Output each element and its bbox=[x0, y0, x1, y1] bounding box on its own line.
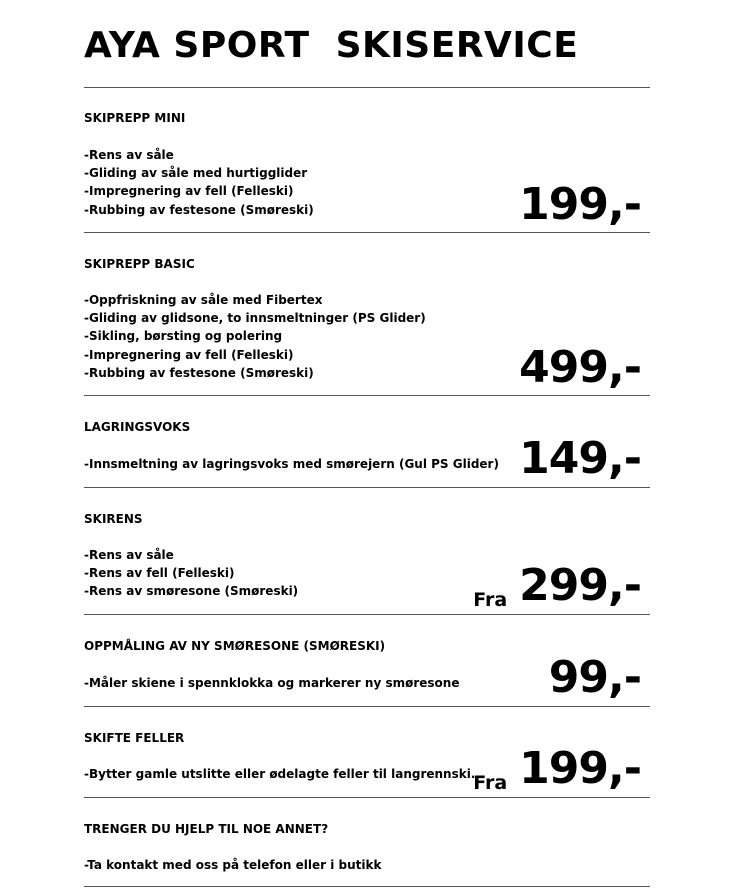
divider bbox=[84, 614, 650, 615]
page-title: AYA SPORT SKISERVICE bbox=[84, 25, 579, 66]
divider bbox=[84, 487, 650, 488]
divider bbox=[84, 706, 650, 707]
list-item: -Rens av fell (Felleski) bbox=[84, 566, 235, 581]
divider bbox=[84, 797, 650, 798]
section-heading-skiprepp-basic: SKIPREPP BASIC bbox=[84, 257, 195, 271]
price-oppmaling: 99,- bbox=[548, 652, 641, 703]
list-item: -Impregnering av fell (Felleski) bbox=[84, 347, 294, 362]
list-item: -Oppfriskning av såle med Fibertex bbox=[84, 293, 323, 307]
divider bbox=[84, 395, 650, 396]
divider bbox=[84, 886, 650, 887]
price-skiprepp-basic: 499,- bbox=[519, 342, 641, 393]
section-items-trenger-hjelp bbox=[84, 856, 381, 874]
price-skirens bbox=[473, 561, 641, 625]
section-heading-trenger-hjelp: TRENGER DU HJELP TIL NOE ANNET? bbox=[84, 822, 329, 836]
list-item: -Rubbing av festesone (Smøreski) bbox=[84, 202, 314, 217]
section-heading-lagringsvoks: LAGRINGSVOKS bbox=[84, 420, 191, 434]
list-item: -Rens av såle bbox=[84, 548, 174, 562]
section-items-skiprepp-basic bbox=[84, 291, 426, 382]
divider bbox=[84, 232, 650, 233]
divider bbox=[84, 87, 650, 88]
list-item: -Innsmeltning av lagringsvoks med smørejern (Gul PS Glider) bbox=[84, 457, 499, 471]
price-prefix: Fra bbox=[473, 589, 508, 611]
section-items-skirens bbox=[84, 546, 298, 601]
price-lagringsvoks: 149,- bbox=[519, 433, 641, 484]
list-item: -Bytter gamle utslitte eller ødelagte feller til langrennski. bbox=[84, 767, 476, 781]
list-item: -Gliding av glidsone, to innsmeltninger (PS Glider) bbox=[84, 311, 426, 326]
section-heading-skiprepp-mini: SKIPREPP MINI bbox=[84, 111, 186, 125]
list-item: -Rubbing av festesone (Smøreski) bbox=[84, 365, 314, 380]
section-items-lagringsvoks bbox=[84, 455, 499, 473]
price-prefix: Fra bbox=[473, 772, 508, 794]
list-item: -Sikling, børsting og polering bbox=[84, 329, 283, 344]
list-item: -Impregnering av fell (Felleski) bbox=[84, 184, 294, 199]
section-items-skiprepp-mini bbox=[84, 146, 314, 219]
list-item: -Måler skiene i spennklokka og markerer ny smøresone bbox=[84, 676, 460, 690]
section-heading-oppmaling: OPPMÅLING AV NY SMØRESONE (SMØRESKI) bbox=[84, 639, 386, 653]
section-heading-skifte-feller: SKIFTE FELLER bbox=[84, 731, 185, 745]
list-item: -Rens av smøresone (Smøreski) bbox=[84, 584, 299, 599]
list-item: -Gliding av såle med hurtigglider bbox=[84, 166, 308, 181]
section-items-oppmaling bbox=[84, 674, 459, 692]
section-items-skifte-feller bbox=[84, 765, 475, 783]
price-skifte-feller bbox=[473, 744, 641, 808]
price-value: 199,- bbox=[519, 743, 641, 794]
section-heading-skirens: SKIRENS bbox=[84, 512, 143, 526]
price-value: 299,- bbox=[519, 560, 641, 611]
list-item: -Rens av såle bbox=[84, 148, 174, 162]
list-item: -Ta kontakt med oss på telefon eller i butikk bbox=[84, 858, 382, 872]
price-skiprepp-mini: 199,- bbox=[519, 179, 641, 230]
